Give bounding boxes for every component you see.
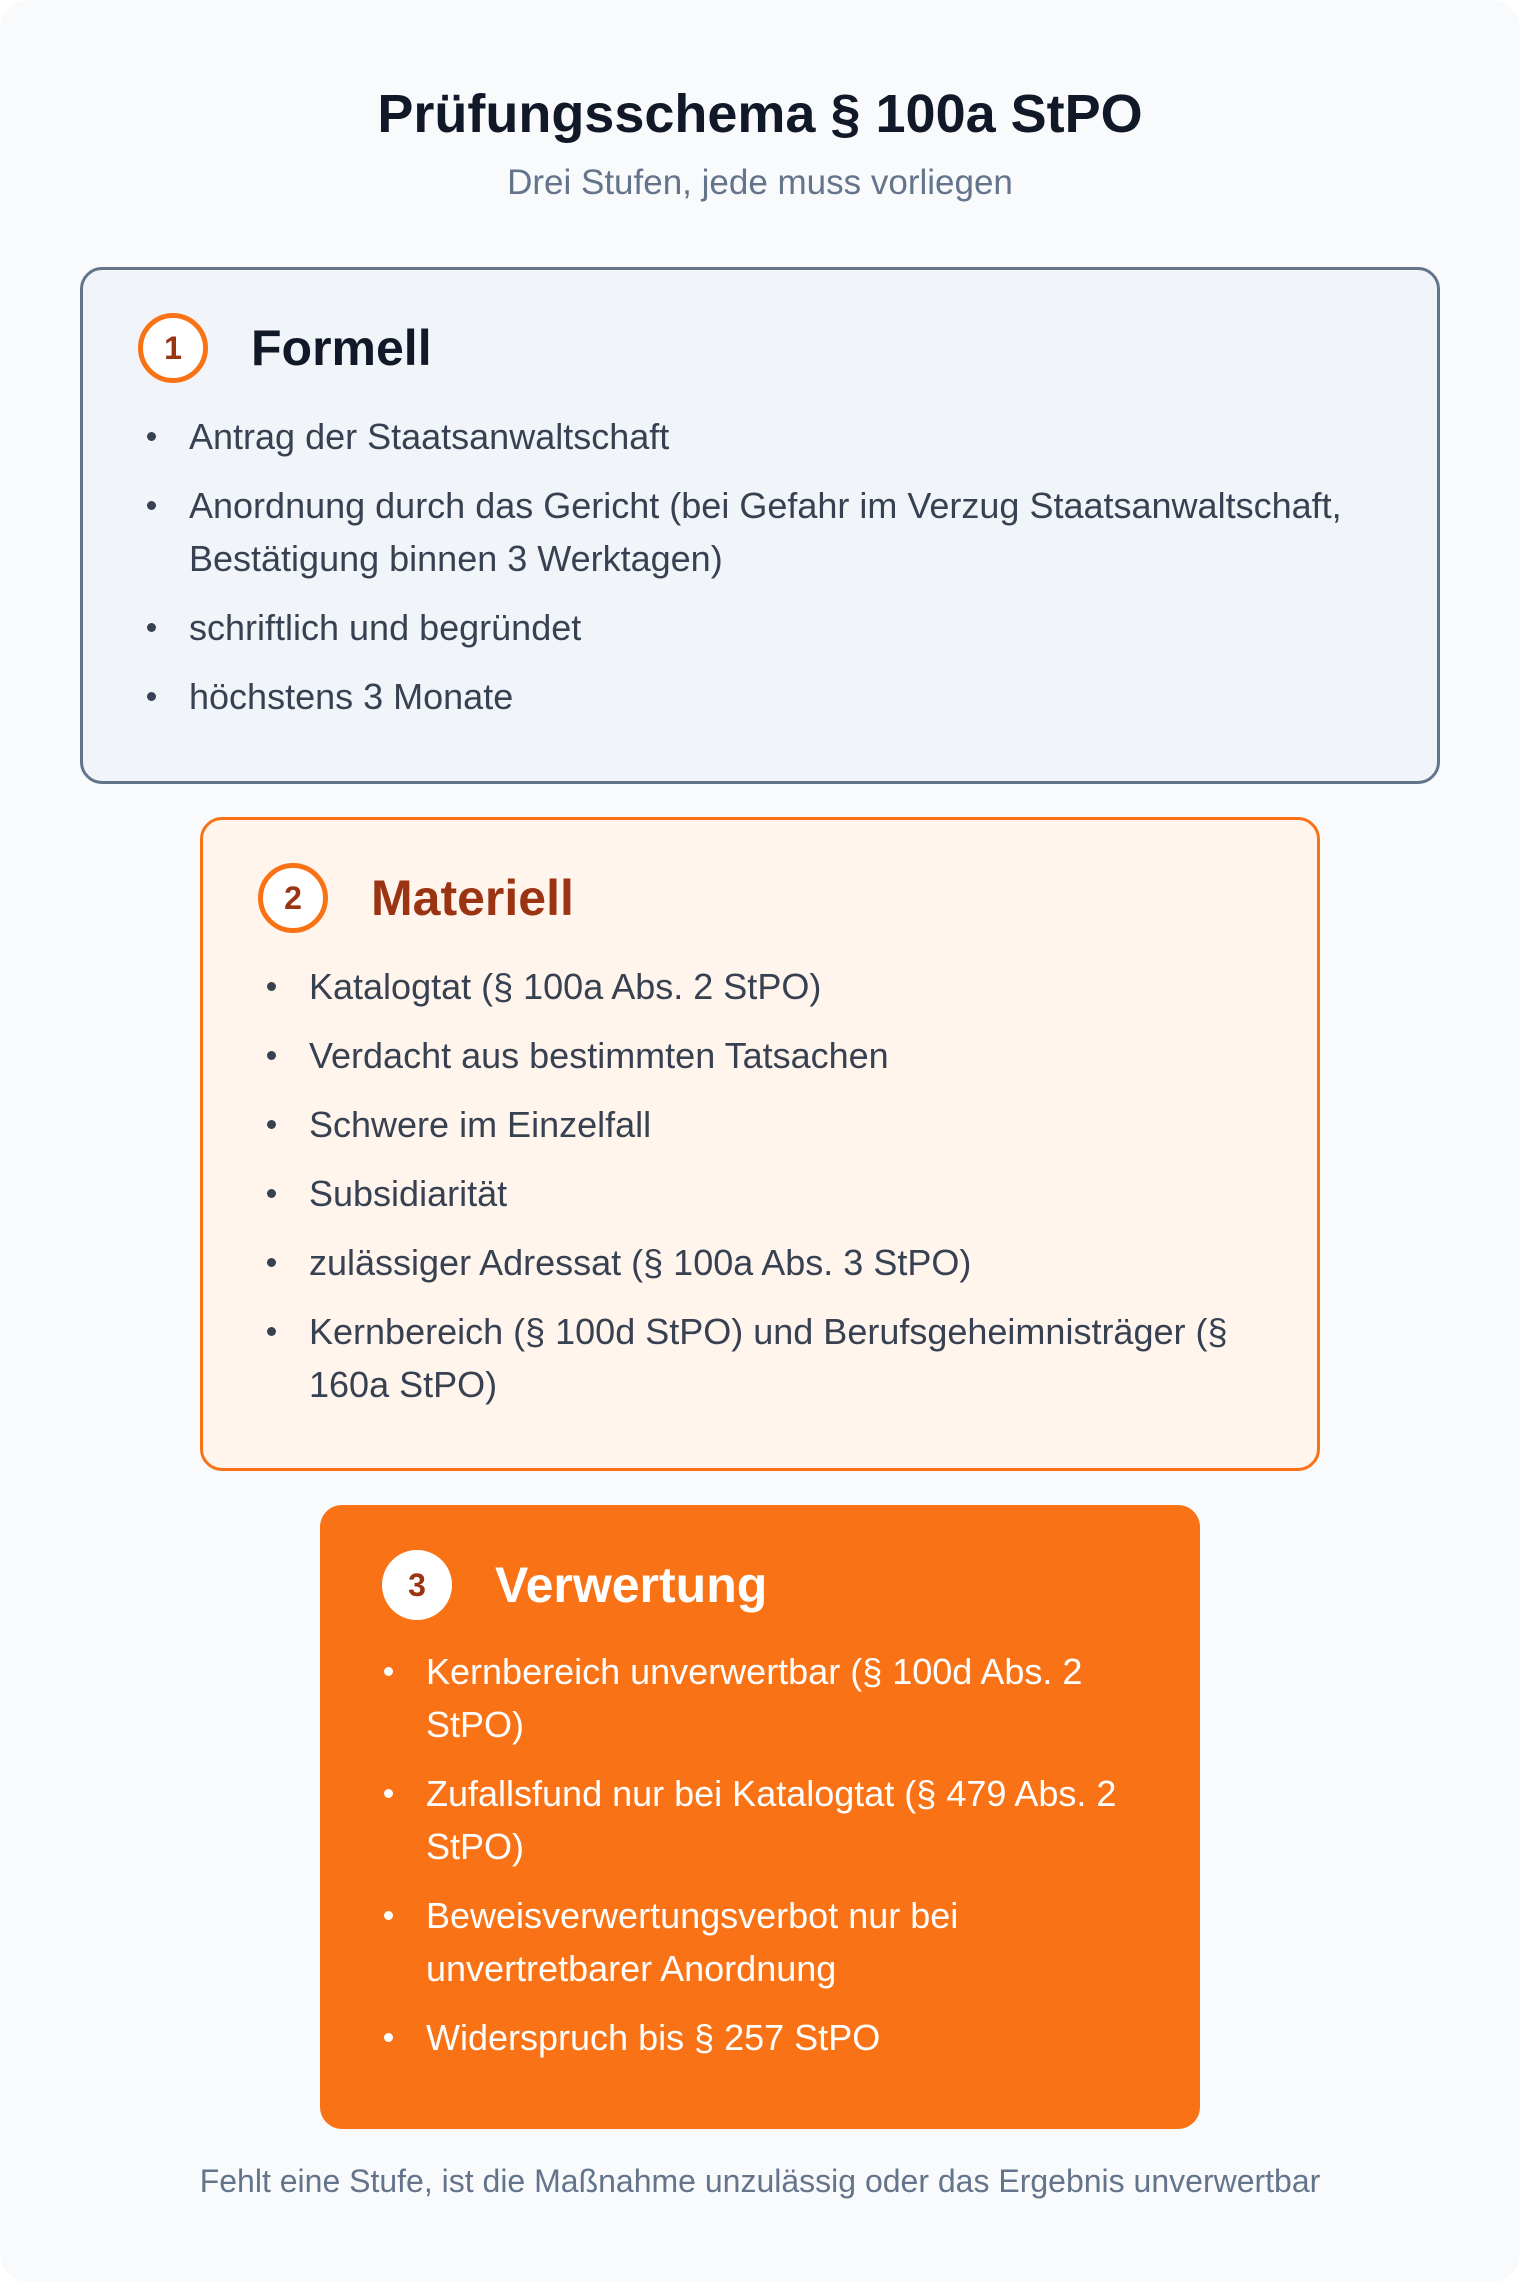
bullet-icon <box>267 1258 276 1267</box>
list-item <box>143 410 1373 463</box>
list-item <box>143 479 1373 585</box>
list-item-text: höchstens 3 Monate <box>189 676 514 717</box>
list-item <box>380 1767 1140 1873</box>
list-item-text: Subsidiarität <box>309 1173 508 1214</box>
bullet-icon <box>267 1327 276 1336</box>
list-item <box>380 1889 1140 1995</box>
step-item-list <box>380 1645 1140 2080</box>
list-item <box>143 601 1373 654</box>
list-item-text: Kernbereich (§ 100d StPO) und Berufsgeheimnisträger (§ 160a StPO) <box>309 1311 1228 1405</box>
bullet-icon <box>147 501 156 510</box>
list-item <box>143 670 1373 723</box>
bullet-icon <box>267 1120 276 1129</box>
list-item-text: Katalogtat (§ 100a Abs. 2 StPO) <box>309 966 822 1007</box>
bullet-icon <box>147 432 156 441</box>
step-card-verwertung <box>320 1505 1200 2129</box>
bullet-icon <box>267 1189 276 1198</box>
list-item <box>263 960 1263 1013</box>
list-item-text: Verdacht aus bestimmten Tatsachen <box>309 1035 889 1076</box>
bullet-icon <box>384 1911 393 1920</box>
bullet-icon <box>147 623 156 632</box>
list-item <box>263 1236 1263 1289</box>
step-number-badge: 2 <box>258 863 328 933</box>
step-title: Verwertung <box>495 1557 768 1613</box>
footer-note: Fehlt eine Stufe, ist die Maßnahme unzulässig oder das Ergebnis unverwertbar <box>199 2163 1321 2199</box>
step-title: Materiell <box>371 870 574 926</box>
list-item-text: Schwere im Einzelfall <box>309 1104 652 1145</box>
step-item-list <box>263 960 1263 1427</box>
bullet-icon <box>147 692 156 701</box>
step-item-list <box>143 410 1373 739</box>
step-card-materiell <box>200 817 1320 1471</box>
step-card-formell <box>80 267 1440 784</box>
list-item <box>380 2011 1140 2064</box>
list-item <box>263 1167 1263 1220</box>
list-item-text: Kernbereich unverwertbar (§ 100d Abs. 2 StPO) <box>426 1651 1083 1745</box>
list-item-text: Beweisverwertungsverbot nur bei unvertretbarer Anordnung <box>426 1895 959 1989</box>
list-item <box>263 1305 1263 1411</box>
page-subtitle: Drei Stufen, jede muss vorliegen <box>507 163 1013 202</box>
bullet-icon <box>384 2033 393 2042</box>
list-item-text: schriftlich und begründet <box>189 607 582 648</box>
list-item-text: Zufallsfund nur bei Katalogtat (§ 479 Abs. 2 StPO) <box>426 1773 1117 1867</box>
step-title: Formell <box>251 320 432 376</box>
bullet-icon <box>267 982 276 991</box>
page-title: Prüfungsschema § 100a StPO <box>377 84 1143 144</box>
list-item <box>263 1029 1263 1082</box>
bullet-icon <box>384 1789 393 1798</box>
step-number-badge: 3 <box>382 1550 452 1620</box>
list-item-text: Anordnung durch das Gericht (bei Gefahr im Verzug Staatsanwaltschaft, Bestätigung binnen 3 Werktagen) <box>189 485 1342 579</box>
list-item-text: Antrag der Staatsanwaltschaft <box>189 416 670 457</box>
bullet-icon <box>384 1667 393 1676</box>
bullet-icon <box>267 1051 276 1060</box>
list-item <box>380 1645 1140 1751</box>
list-item-text: zulässiger Adressat (§ 100a Abs. 3 StPO) <box>309 1242 972 1283</box>
list-item <box>263 1098 1263 1151</box>
list-item-text: Widerspruch bis § 257 StPO <box>426 2017 881 2058</box>
step-number-badge: 1 <box>138 313 208 383</box>
